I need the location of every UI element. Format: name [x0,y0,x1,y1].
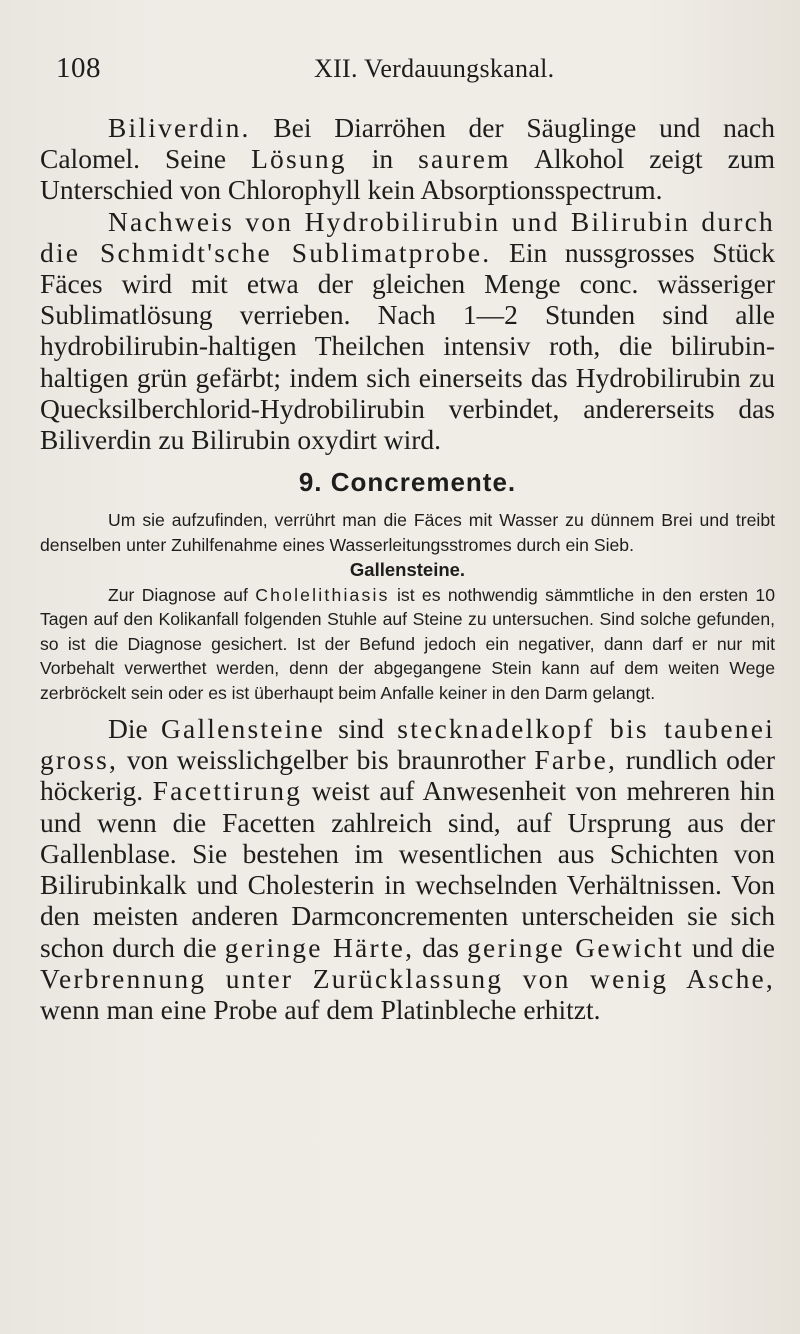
paragraph-nachweis [40,206,775,456]
term-cholelithiasis: Cholelithiasis [255,585,390,606]
paragraph-text: ist es nothwendig sämmtliche in den ersten 10 Tagen auf den Kolikanfall folgenden Stuhle auf Steine zu untersuchen. Sind solche gefunden, so ist die Diagnose gesichert. Ist der Befund jedoch ein negativer, dann darf er nur mit Vorbehalt verwerthet werden, denn der abgegangene Stein kann auf dem weiten Wege zerbröckelt sein oder es ist überhaupt beim Anfalle keiner in den Darm gelangt. [40,585,775,703]
spacer [40,705,775,713]
paragraph-diagnose [40,583,775,705]
paragraph-text: weist auf Anwesenheit von mehreren hin und wenn die Facetten zahlreich sind, auf Ursprung aus der Gallenblase. Sie bestehen im wesentlichen aus Schichten von Bilirubinkalk und Cholesterin in wechselnden Verhältnissen. Von den meisten anderen Darmconcrementen unterscheiden sie sich schon durch die [40,775,775,963]
term-loesung: Lösung [251,143,347,175]
paragraph-aufzufinden: Um sie aufzufinden, verrührt man die Fäces mit Wasser zu dünnem Brei und treibt denselben unter Zuhilfenahme eines Wasserleitungsstromes durch ein Sieb. [40,510,775,555]
term-farbe: Farbe, [534,744,618,776]
paragraph-text: Zur Diagnose auf [108,585,256,606]
term-gallensteine: Gallensteine [161,713,325,745]
paragraph-text: das [414,931,468,963]
paragraph-biliverdin [40,112,775,206]
term-groesse: stecknadelkopf bis taubenei gross, [40,713,775,776]
paragraph-text: Alkohol zeigt zum Unterschied von Chlorophyll kein Absorptionsspectrum. [40,143,775,206]
paragraph-text: Die [108,713,161,745]
paragraph-gallensteine [40,713,775,1025]
paragraph-text: rundlich oder höckerig. [40,744,775,807]
term-haerte: geringe Härte, [224,931,415,963]
running-head: XII. Verdauungskanal. [314,54,555,83]
paragraph-text: wenn man eine Probe auf dem Platinbleche erhitzt. [40,993,601,1025]
sub-heading-gallensteine: Gallensteine. [349,559,466,581]
paragraph-text: sind [324,713,398,745]
term-verbrennung: Verbrennung unter Zurücklassung von wenig Asche, [40,962,775,994]
page-body [40,112,775,1025]
term-saurem: saurem [418,143,511,175]
paragraph-text: von weisslichgelber bis braunrother [118,744,535,776]
paragraph-text: und die [683,931,775,963]
page-header [56,52,740,92]
term-facettirung: Facettirung [152,775,303,807]
term-biliverdin: Biliverdin. [108,112,251,143]
page-number: 108 [56,52,101,84]
section-heading: 9. Concremente. [298,467,517,498]
paragraph-text: in [346,143,419,175]
term-nachweis: Nachweis von Hydrobilirubin und Bilirubin durch die Schmidt'sche Sublimatprobe. [40,205,775,268]
paragraph-text: Ein nussgrosses Stück Fäces wird mit etwa der gleichen Menge conc. wässeriger Sublimatlösung verrieben. Nach 1—2 Stunden sind alle hydrobilirubin-haltigen Theilchen intensiv roth, die bilirubin-haltigen grün gefärbt; indem sich einerseits das Hydrobilirubin zu Quecksilberchlorid-Hydrobilirubin verbindet, andererseits das Biliverdin zu Bilirubin oxydirt wird. [40,236,775,456]
term-gewicht: geringe Gewicht [467,931,684,963]
paragraph-text: Bei Diarröhen der Säuglinge und nach Calomel. Seine [40,112,775,175]
